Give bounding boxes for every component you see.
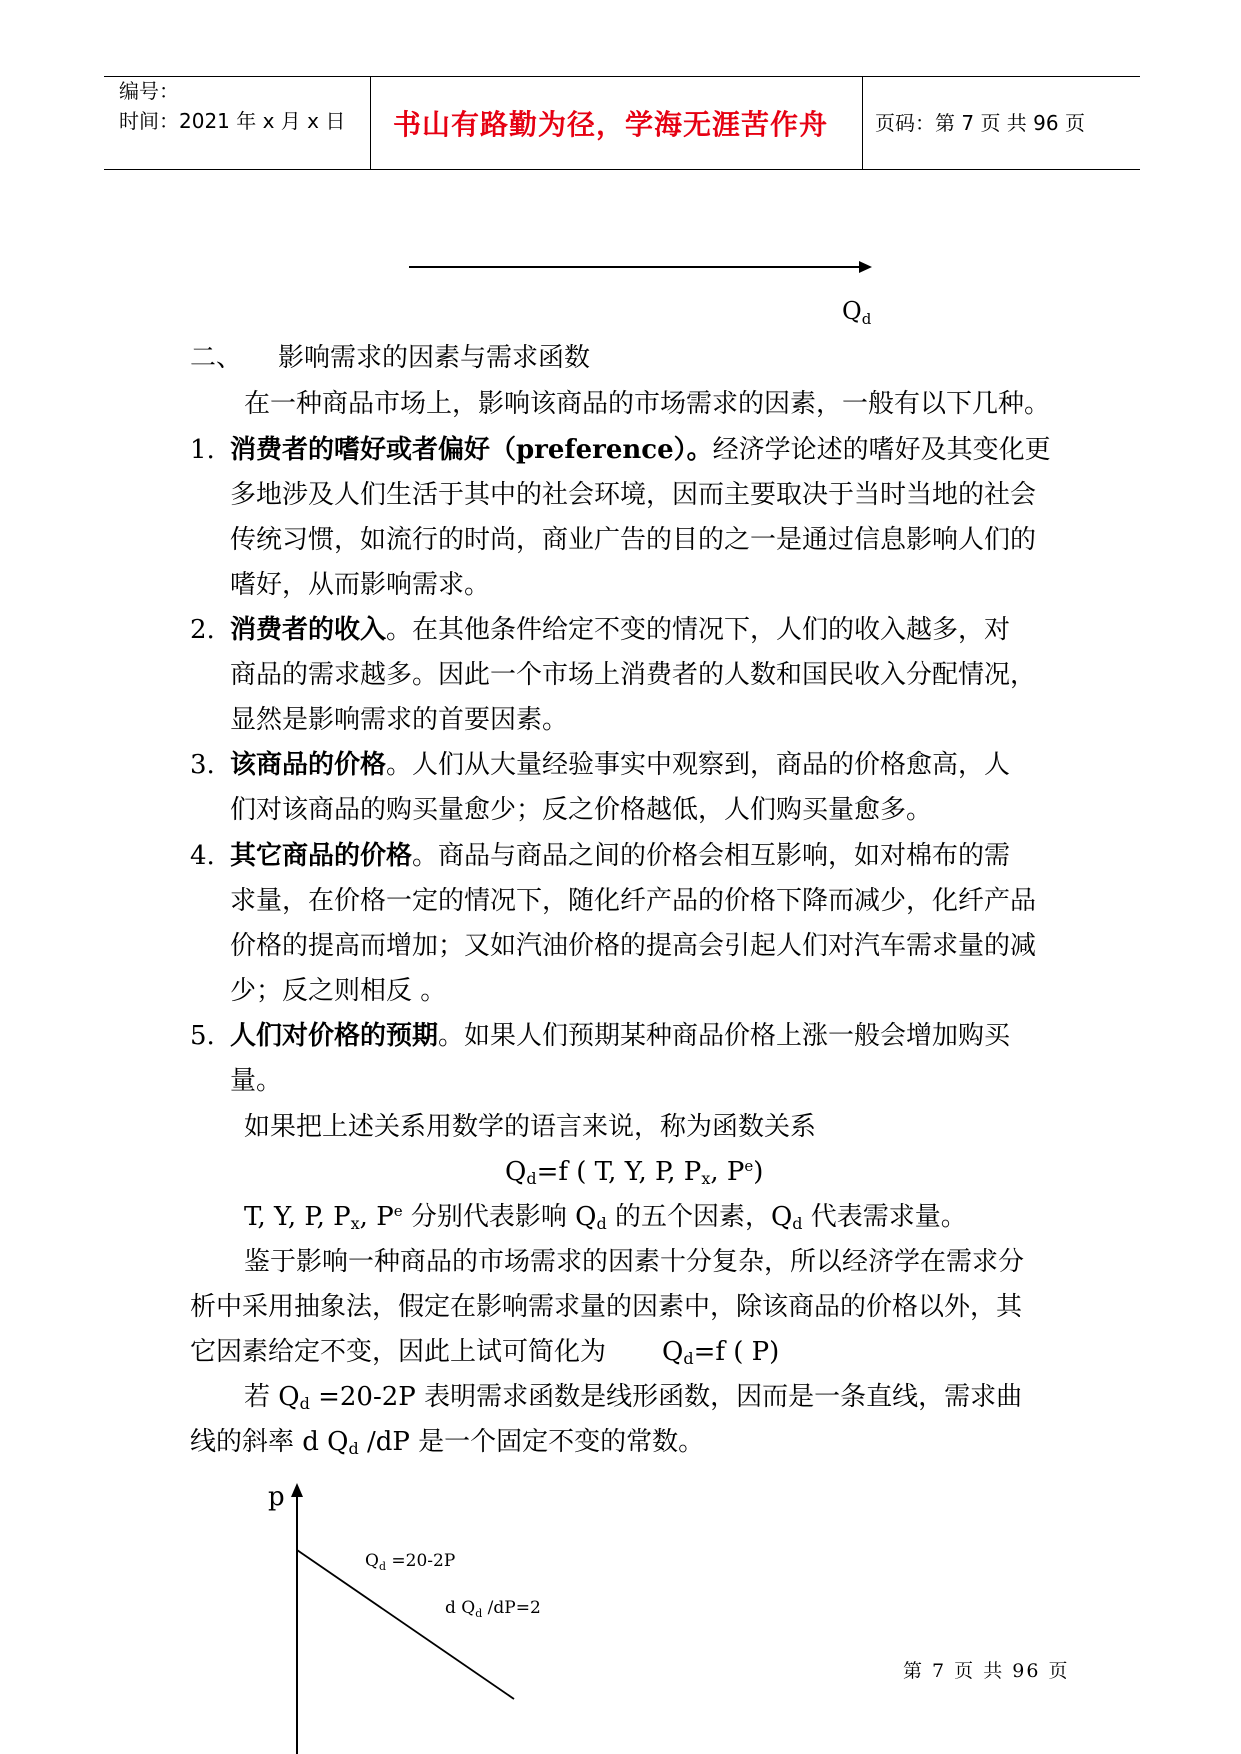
demand-equation-label: $Q_d =20-2P$ [365,1551,456,1573]
list-item [190,428,1060,608]
header-number-label: 编号： [119,79,179,103]
list-item [190,608,1060,743]
list-item-line: 求量，在价格一定的情况下，随化纤产品的价格下降而减少，化纤产品 [230,886,1037,916]
list-item-bold: 该商品的价格 [230,750,387,780]
abstract-line-2: 析中采用抽象法，假定在影响需求量的因素中，除该商品的价格以外，其 [190,1292,1023,1322]
list-item-line: 显然是影响需求的首要因素。 [230,705,569,735]
arrow-up-icon [291,1483,303,1497]
list-item-first-line: 人们对价格的预期。如果人们预期某种商品价格上涨一般会增加购买 [230,1021,1011,1051]
list-item-line: 少；反之则相反 。 [230,976,447,1006]
list-item-first-line: 消费者的嗜好或者偏好（preference）。经济学论述的嗜好及其变化更 [230,435,1051,465]
list-item-first-line: 其它商品的价格。商品与商品之间的价格会相互影响，如对棉布的需 [230,841,1011,871]
list-item-number: 2. [190,615,215,645]
list-item-number: 3. [190,750,215,780]
list-item-bold: 消费者的收入 [230,615,387,645]
list-item-line: 嗜好，从而影响需求。 [230,570,491,600]
list-item-line: 传统习惯，如流行的时尚，商业广告的目的之一是通过信息影响人们的 [230,525,1037,555]
list-item-bold: 人们对价格的预期 [230,1021,439,1051]
header-motto: 书山有路勤为径，学海无涯苦作舟 [393,108,829,141]
price-axis-label: p [268,1482,285,1512]
page-footer: 第 7 页 共 96 页 [903,1660,1070,1682]
list-item [190,743,1060,833]
list-item [190,1014,1060,1104]
arrow-head-icon [859,261,872,273]
abstract-line-1: 鉴于影响一种商品的市场需求的因素十分复杂，所以经济学在需求分 [244,1247,1025,1277]
linear-line-2: 线的斜率 d $Q_d$ /dP 是一个固定不变的常数。 [190,1427,705,1458]
list-item-number: 1. [190,435,215,465]
abstract-line-3: 它因素给定不变，因此上试可简化为 $Q_d=f$ ( P) [190,1337,780,1368]
section-number: 二、 [190,343,243,373]
intro-paragraph: 在一种商品市场上，影响该商品的市场需求的因素，一般有以下几种。 [244,389,1051,419]
slope-label: d $Q_d$ /dP=2 [445,1598,541,1620]
list-item-number: 5. [190,1021,215,1051]
simplified-formula: $Q_d=f$ ( P) [662,1337,780,1368]
demand-line [297,1550,514,1699]
list-item-number: 4. [190,841,215,871]
linear-line-1: 若 $Q_d =20-2P$ 表明需求函数是线形函数，因而是一条直线，需求曲 [244,1382,1023,1413]
list-item-line: 量。 [230,1066,283,1096]
header-time-label: 时间：2021 年 x 月 x 日 [119,109,346,133]
header-divider-right [862,76,863,170]
section-title: 影响需求的因素与需求函数 [278,343,591,373]
list-item-bold: 消费者的嗜好或者偏好（preference）。 [230,435,713,465]
top-axis-label: $Q_d$ [842,297,872,328]
list-item-line: 价格的提高而增加；又如汽油价格的提高会引起人们对汽车需求量的减 [230,931,1037,961]
list-item-first-line: 该商品的价格。人们从大量经验事实中观察到，商品的价格愈高，人 [230,750,1011,780]
header-top-rule [104,76,1140,77]
demand-function-formula: $Q_d=f$ ( T, Y, P, $P_x$, $P^e$) [505,1157,764,1188]
variables-description: T, Y, P, $P_x$, $P^e$ 分别代表影响 $Q_d$ 的五个因素，$Q_d$ 代表需求量。 [244,1202,967,1233]
top-axis-diagram [400,255,880,335]
list-item-line: 们对该商品的购买量愈少；反之价格越低，人们购买量愈多。 [230,795,933,825]
header-bottom-rule [104,169,1140,170]
list-item-line: 多地涉及人们生活于其中的社会环境，因而主要取决于当时当地的社会 [230,480,1037,510]
list-item-bold: 其它商品的价格 [230,841,413,871]
list-item [190,834,1060,1014]
header-page-label: 页码：第 7 页 共 96 页 [875,111,1085,135]
function-intro: 如果把上述关系用数学的语言来说，称为函数关系 [244,1112,817,1142]
list-item-first-line: 消费者的收入。在其他条件给定不变的情况下，人们的收入越多，对 [230,615,1011,645]
header-divider-left [370,76,371,170]
list-item-line: 商品的需求越多。因此一个市场上消费者的人数和国民收入分配情况， [230,660,1037,690]
demand-curve-graph [260,1475,580,1754]
